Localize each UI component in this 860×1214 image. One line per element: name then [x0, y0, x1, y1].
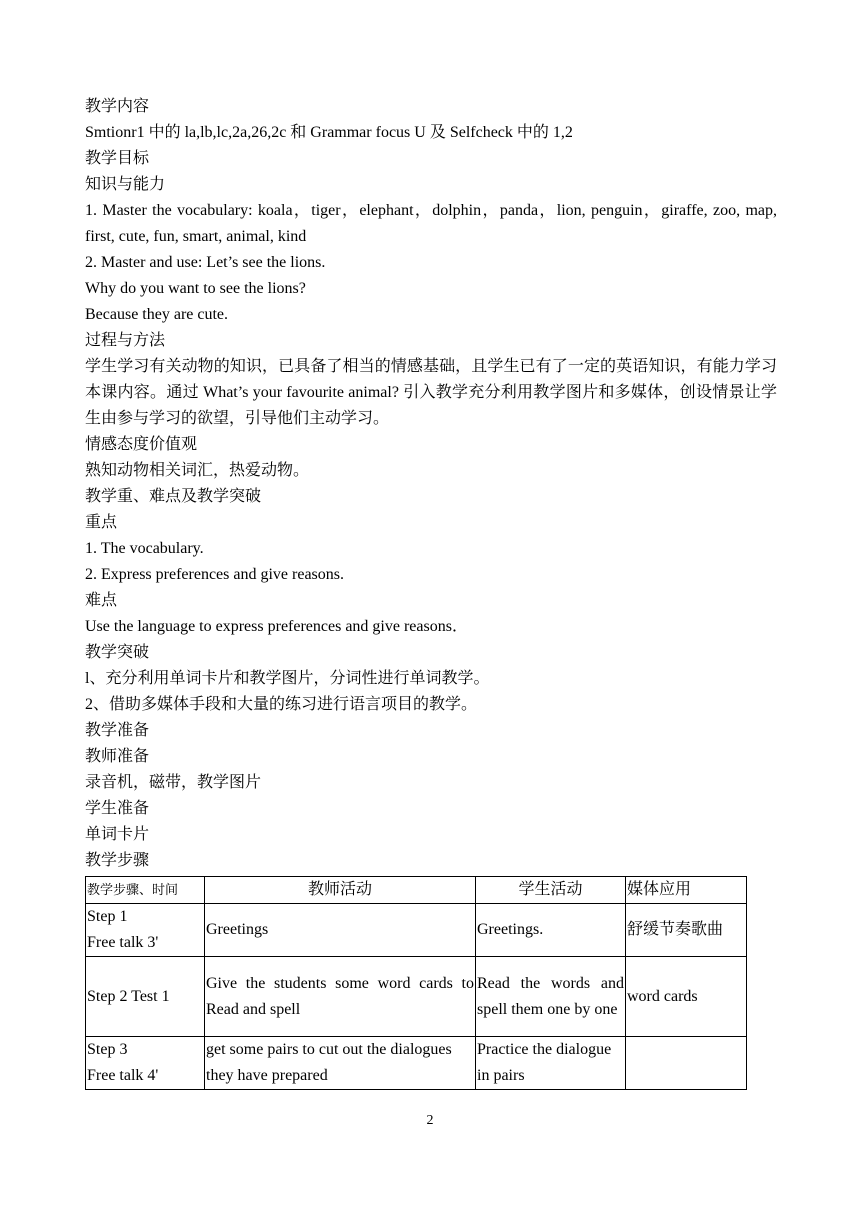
step-time: Free talk 4' — [87, 1067, 159, 1084]
objective-vocabulary: 1. Master the vocabulary: koala，tiger，elephant，dolphin，panda，lion, penguin，giraffe, zoo, map, first, cute, fun, smart, animal, kind — [85, 202, 777, 245]
media-cell — [626, 1037, 747, 1090]
step-time: Free talk 3' — [87, 934, 159, 951]
content-text: Smtionr1 中的 la,lb,lc,2a,26,2c 和 Grammar focus U 及 Selfcheck 中的 1,2 — [85, 124, 573, 141]
table-row — [86, 957, 747, 1037]
media-cell: word cards — [626, 957, 747, 1037]
focus-item-1: 1. The vocabulary. — [85, 540, 204, 557]
step-cell — [86, 1037, 205, 1090]
teacher-cell: Give the students some word cards to Read and spell — [205, 957, 476, 1037]
values-text: 熟知动物相关词汇，热爱动物。 — [85, 462, 310, 479]
subheading-student-prep: 学生准备 — [85, 800, 150, 817]
example-question: Why do you want to see the lions? — [85, 280, 306, 297]
step-label: Step 2 Test 1 — [87, 987, 170, 1005]
subheading-teacher-prep: 教师准备 — [85, 748, 150, 765]
table-row — [86, 904, 747, 957]
step-cell — [86, 957, 205, 1037]
table-row — [86, 1037, 747, 1090]
heading-preparation: 教学准备 — [85, 722, 150, 739]
subheading-focus: 重点 — [85, 514, 118, 531]
header-media: 媒体应用 — [626, 877, 747, 904]
teacher-cell: get some pairs to cut out the dialogues they have prepared — [205, 1037, 476, 1090]
step-cell — [86, 904, 205, 957]
header-step-time: 教学步骤、时间 — [86, 877, 205, 904]
heading-key-points: 教学重、难点及教学突破 — [85, 488, 262, 505]
header-student-activity: 学生活动 — [476, 877, 626, 904]
page-number: 2 — [426, 1113, 434, 1128]
student-cell: Practice the dialogue in pairs — [476, 1037, 626, 1090]
difficulty-text: Use the language to express preferences and give reasons． — [85, 618, 468, 635]
breakthrough-item-2: 2、借助多媒体手段和大量的练习进行语言项目的教学。 — [85, 696, 478, 713]
focus-item-2: 2. Express preferences and give reasons. — [85, 566, 345, 583]
subheading-breakthrough: 教学突破 — [85, 644, 150, 661]
breakthrough-item-1: l、充分利用单词卡片和教学图片，分词性进行单词教学。 — [85, 670, 490, 687]
heading-content: 教学内容 — [85, 98, 150, 115]
objective-use: 2. Master and use: Let’s see the lions. — [85, 254, 326, 271]
teacher-prep-text: 录音机，磁带，教学图片 — [85, 774, 262, 791]
teacher-cell: Greetings — [205, 904, 476, 957]
step-label: Step 1 — [87, 908, 128, 925]
header-teacher-activity: 教师活动 — [205, 877, 476, 904]
example-answer: Because they are cute. — [85, 306, 229, 323]
subheading-knowledge: 知识与能力 — [85, 176, 166, 193]
process-paragraph: 学生学习有关动物的知识，已具备了相当的情感基础，且学生已有了一定的英语知识，有能力学习本课内容。通过 What’s your favourite animal? 引入教学充分利用教学图片和多媒体，创设情景让学生由参与学习的欲望，引导他们主动学习。 — [85, 358, 777, 427]
step-label: Step 3 — [87, 1041, 128, 1058]
subheading-process: 过程与方法 — [85, 332, 166, 349]
steps-table — [85, 876, 747, 1090]
heading-steps: 教学步骤 — [85, 852, 150, 869]
student-cell: Greetings. — [476, 904, 626, 957]
student-prep-text: 单词卡片 — [85, 826, 150, 843]
subheading-values: 情感态度价值观 — [85, 436, 198, 453]
document-body — [85, 94, 777, 1090]
student-cell: Read the words and spell them one by one — [476, 957, 626, 1037]
table-header-row — [86, 877, 747, 904]
heading-objectives: 教学目标 — [85, 150, 150, 167]
media-cell: 舒缓节奏歌曲 — [626, 904, 747, 957]
subheading-difficulty: 难点 — [85, 592, 118, 609]
